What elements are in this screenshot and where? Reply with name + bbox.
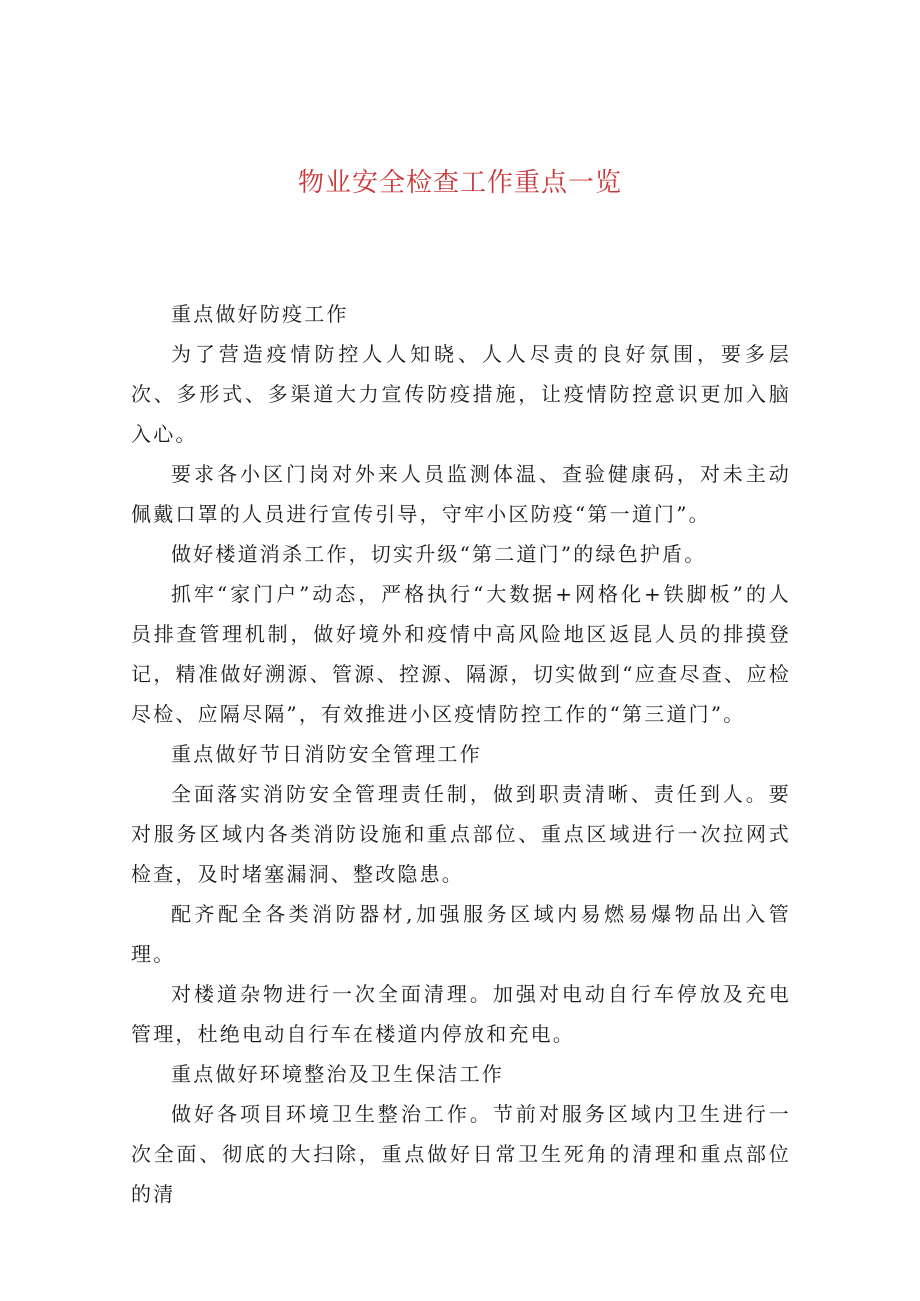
paragraph: 配齐配全各类消防器材,加强服务区域内易燃易爆物品出入管理。 [131, 902, 791, 966]
paragraph: 做好楼道消杀工作，切实升级“第二道门”的绿色护盾。 [171, 542, 707, 566]
section-heading-epidemic: 重点做好防疫工作 [171, 302, 349, 326]
document-body [131, 294, 791, 1214]
document-title: 物业安全检查工作重点一览 [297, 168, 622, 198]
section-heading-environment: 重点做好环境整治及卫生保洁工作 [171, 1062, 504, 1086]
paragraph: 抓牢“家门户”动态，严格执行“大数据+网格化+铁脚板”的人员排查管理机制，做好境外和疫情中高风险地区返昆人员的排摸登记，精准做好溯源、管源、控源、隔源，切实做到“应查尽查、应检尽检、应隔尽隔”，有效推进小区疫情防控工作的“第三道门”。 [131, 582, 791, 726]
paragraph: 为了营造疫情防控人人知晓、人人尽责的良好氛围，要多层次、多形式、多渠道大力宣传防疫措施，让疫情防控意识更加入脑入心。 [131, 342, 791, 446]
paragraph: 要求各小区门岗对外来人员监测体温、查验健康码，对未主动佩戴口罩的人员进行宣传引导，守牢小区防疫“第一道门”。 [131, 462, 791, 526]
section-heading-fire-safety: 重点做好节日消防安全管理工作 [171, 742, 482, 766]
paragraph: 对楼道杂物进行一次全面清理。加强对电动自行车停放及充电管理，杜绝电动自行车在楼道内停放和充电。 [131, 982, 791, 1046]
paragraph: 全面落实消防安全管理责任制，做到职责清晰、责任到人。要对服务区域内各类消防设施和重点部位、重点区域进行一次拉网式检查，及时堵塞漏洞、整改隐患。 [131, 782, 791, 886]
paragraph: 做好各项目环境卫生整治工作。节前对服务区域内卫生进行一次全面、彻底的大扫除，重点做好日常卫生死角的清理和重点部位的清 [131, 1102, 791, 1206]
